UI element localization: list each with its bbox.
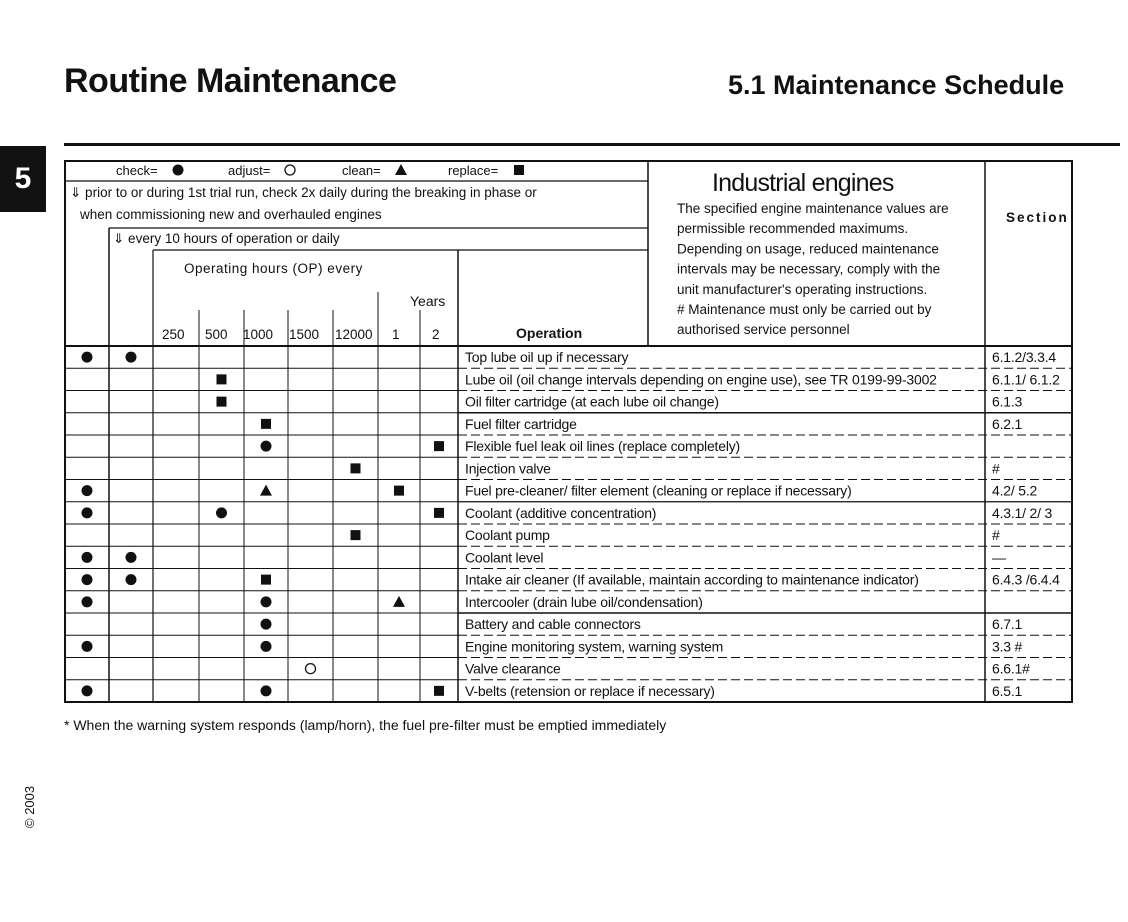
check-mark-icon xyxy=(261,441,272,452)
legend-replace-label: replace= xyxy=(448,163,499,178)
operation-cell: Coolant pump xyxy=(465,527,550,544)
table-row xyxy=(306,661,1031,677)
clean-mark-icon xyxy=(393,596,405,607)
check-mark-icon xyxy=(82,574,93,585)
operation-cell: Fuel pre-cleaner/ filter element (cleaning or replace if necessary) xyxy=(465,482,852,499)
check-mark-icon xyxy=(82,685,93,696)
legend-check-label: check= xyxy=(116,163,158,178)
info-line: The specified engine maintenance values are xyxy=(677,201,949,216)
legend-prior-line-2: when commissioning new and overhauled engines xyxy=(80,207,382,222)
adjust-mark-icon xyxy=(306,664,316,674)
interval-label: 250 xyxy=(162,327,185,342)
check-mark-icon xyxy=(261,619,272,630)
section-cell: 6.7.1 xyxy=(992,616,1023,633)
check-mark-icon xyxy=(82,485,93,496)
operation-header: Operation xyxy=(516,325,583,341)
check-mark-icon xyxy=(82,552,93,563)
operation-cell: Lube oil (oil change intervals depending on engine use), see TR 0199-99-3002 xyxy=(465,371,937,388)
info-line: # Maintenance must only be carried out by xyxy=(677,302,932,317)
section-header: Section xyxy=(1006,210,1069,225)
table-row xyxy=(82,549,1007,565)
check-mark-icon xyxy=(82,507,93,518)
check-mark-icon xyxy=(82,352,93,363)
check-mark-icon xyxy=(261,641,272,652)
info-line: Depending on usage, reduced maintenance xyxy=(677,241,939,257)
interval-label: 2 xyxy=(432,327,440,342)
check-mark-icon xyxy=(126,574,137,585)
section-cell: 6.6.1# xyxy=(992,660,1030,677)
interval-label: 1500 xyxy=(289,327,320,342)
section-cell: 4.3.1/ 2/ 3 xyxy=(992,504,1053,521)
operation-cell: Injection valve xyxy=(465,460,551,477)
section-cell: — xyxy=(992,549,1006,566)
interval-label: 1 xyxy=(392,327,400,342)
section-cell: 6.1.2/3.3.4 xyxy=(992,349,1056,366)
check-mark-icon xyxy=(126,552,137,563)
section-cell: # xyxy=(992,527,1000,544)
table-row xyxy=(261,416,1023,432)
replace-mark-icon xyxy=(261,575,271,585)
table-row xyxy=(82,483,1038,499)
legend-adjust-label: adjust= xyxy=(228,163,271,178)
table-row xyxy=(351,460,1001,476)
legend-replace-icon xyxy=(514,165,524,175)
table-row xyxy=(351,527,1001,543)
check-mark-icon xyxy=(216,507,227,518)
chapter-tab: 5 xyxy=(0,146,46,212)
info-line: intervals may be necessary, comply with the xyxy=(677,261,941,277)
legend-adjust-icon xyxy=(285,165,295,175)
operation-cell: V-belts (retension or replace if necessary) xyxy=(465,682,715,699)
clean-mark-icon xyxy=(260,485,272,496)
replace-mark-icon xyxy=(351,530,361,540)
table-row xyxy=(261,616,1023,632)
table-row xyxy=(82,683,1023,699)
operation-cell: Engine monitoring system, warning system xyxy=(465,638,724,655)
replace-mark-icon xyxy=(351,463,361,473)
table-row xyxy=(82,505,1053,521)
section-cell: # xyxy=(992,460,1000,477)
years-label: Years xyxy=(410,293,446,309)
table-row xyxy=(261,438,741,454)
table-row xyxy=(82,572,1061,588)
info-line: authorised service personnel xyxy=(677,322,850,338)
replace-mark-icon xyxy=(261,419,271,429)
legend-check-icon xyxy=(173,165,184,176)
replace-mark-icon xyxy=(434,441,444,451)
replace-mark-icon xyxy=(394,486,404,496)
section-cell: 6.1.1/ 6.1.2 xyxy=(992,371,1060,388)
operation-cell: Valve clearance xyxy=(465,660,561,677)
copyright: © 2003 xyxy=(22,785,37,828)
operation-cell: Coolant level xyxy=(465,549,544,566)
table-row xyxy=(217,371,1061,387)
op-hours-label: Operating hours (OP) every xyxy=(184,261,363,276)
legend-clean-icon xyxy=(395,164,407,175)
replace-mark-icon xyxy=(217,397,227,407)
check-mark-icon xyxy=(82,596,93,607)
table-row xyxy=(82,594,703,610)
check-mark-icon xyxy=(82,641,93,652)
replace-mark-icon xyxy=(217,374,227,384)
operation-cell: Fuel filter cartridge xyxy=(465,415,577,432)
legend-every10: ⇓ every 10 hours of operation or daily xyxy=(113,231,340,246)
check-mark-icon xyxy=(126,352,137,363)
operation-cell: Coolant (additive concentration) xyxy=(465,504,657,521)
legend-prior-line-1: ⇓ prior to or during 1st trial run, check 2x daily during the breaking in phase or xyxy=(70,185,537,200)
table-header xyxy=(70,163,1069,342)
legend-clean-label: clean= xyxy=(342,163,381,178)
section-cell: 3.3 # xyxy=(992,638,1023,655)
info-line: permissible recommended maximums. xyxy=(677,221,909,237)
interval-label: 12000 xyxy=(335,327,373,342)
interval-label: 500 xyxy=(205,327,228,342)
footnote: * When the warning system responds (lamp/horn), the fuel pre-filter must be emptied immediately xyxy=(64,717,667,733)
operation-cell: Intake air cleaner (If available, maintain according to maintenance indicator) xyxy=(465,571,919,588)
section-cell: 6.4.3 /6.4.4 xyxy=(992,571,1060,588)
check-mark-icon xyxy=(261,685,272,696)
check-mark-icon xyxy=(261,596,272,607)
table-row xyxy=(82,349,1057,365)
replace-mark-icon xyxy=(434,686,444,696)
replace-mark-icon xyxy=(434,508,444,518)
section-cell: 6.2.1 xyxy=(992,415,1023,432)
operation-cell: Flexible fuel leak oil lines (replace completely) xyxy=(465,438,740,455)
section-title: 5.1 Maintenance Schedule xyxy=(728,70,1065,100)
operation-cell: Battery and cable connectors xyxy=(465,616,641,633)
page-title: Routine Maintenance xyxy=(64,62,397,100)
section-cell: 6.5.1 xyxy=(992,682,1023,699)
interval-label: 1000 xyxy=(243,327,274,342)
table-row xyxy=(217,394,1023,410)
operation-cell: Top lube oil up if necessary xyxy=(465,349,629,366)
operation-cell: Intercooler (drain lube oil/condensation) xyxy=(465,593,703,610)
table-row xyxy=(82,638,1023,654)
info-heading: Industrial engines xyxy=(712,169,894,197)
info-line: unit manufacturer's operating instructions. xyxy=(677,281,928,297)
section-cell: 4.2/ 5.2 xyxy=(992,482,1038,499)
section-cell: 6.1.3 xyxy=(992,393,1023,410)
operation-cell: Oil filter cartridge (at each lube oil change) xyxy=(465,393,719,410)
